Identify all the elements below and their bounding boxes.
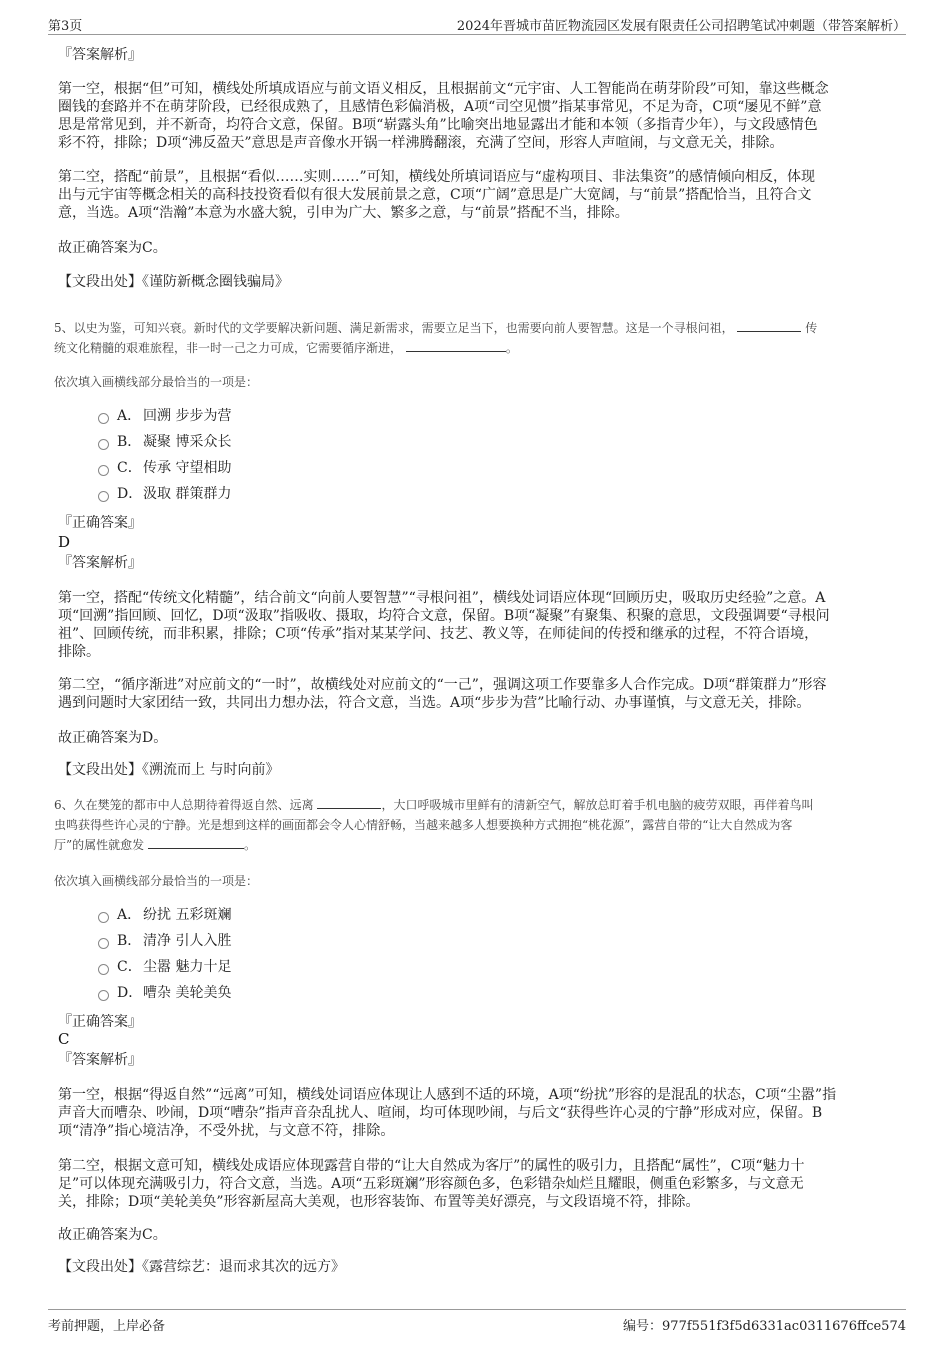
text-line: 足”可以体现充满吸引力，符合文意，当选。A项“五彩斑斓”形容颜色多，色彩错杂灿烂且耀眼，侧重色彩繁多，与文意无 <box>58 1176 804 1192</box>
text-line: 遇到问题时大家团结一致，共同出力想办法，符合文意，当选。A项“步步为营”比喻行动、办事谨慎，与文意无关，排除。 <box>58 695 811 711</box>
option-text: 尘嚣 魅力十足 <box>143 959 232 975</box>
option-text: 凝聚 博采众长 <box>143 434 232 450</box>
radio-button[interactable] <box>98 912 109 923</box>
q6-analysis-para-2 <box>58 1157 805 1211</box>
radio-button[interactable] <box>98 465 109 476</box>
option-text: 清净 引人入胜 <box>143 933 232 949</box>
text-line: 第一空，搭配“传统文化精髓”，结合前文“向前人要智慧”“寻根问祖”，横线处词语应体现“回顾历史，吸取历史经验”之意。A <box>58 590 826 606</box>
radio-button[interactable] <box>98 964 109 975</box>
q5-conclusion: 故正确答案为D。 <box>58 730 168 746</box>
q5-prompt: 依次填入画横线部分最恰当的一项是： <box>54 375 259 389</box>
q6-text-part: ，大口呼吸城市里鲜有的清新空气，解放总盯着手机电脑的疲劳双眼，再伴着鸟叫 <box>381 798 814 812</box>
q6-source: 【文段出处】《露营综艺：退而求其次的远方》 <box>58 1259 345 1275</box>
q5-option-c[interactable] <box>98 458 231 478</box>
q6-option-b[interactable] <box>98 931 231 951</box>
document-title: 2024年晋城市苗匠物流园区发展有限责任公司招聘笔试冲刺题（带答案解析） <box>456 19 906 34</box>
text-line: 排除。 <box>58 644 100 660</box>
text-line: 项“回溯”指回顾、回忆，D项“汲取”指吸收、摄取，均符合文意，保留。B项“凝聚”有聚集、积聚的意思，文段强调要“寻根问 <box>58 608 830 624</box>
option-letter: D． <box>117 985 143 1001</box>
text-line: 项“清净”指心境洁净，不受外扰，与文意不符，排除。 <box>58 1123 395 1139</box>
q5-text-part: 5、以史为鉴，可知兴衰。新时代的文学要解决新问题、满足新需求，需要立足当下，也需要向前人要智慧。这是一个寻根问祖， <box>54 321 734 335</box>
option-letter: C． <box>117 460 142 476</box>
blank-2 <box>148 836 244 849</box>
q6-correct-heading: 『正确答案』 <box>58 1014 142 1030</box>
q5-analysis-heading: 『答案解析』 <box>58 555 142 571</box>
q5-text-part: 统文化精髓的艰难旅程，非一时一己之力可成，它需要循序渐进， <box>54 341 403 355</box>
radio-button[interactable] <box>98 439 109 450</box>
text-line: 第一空，根据“但”可知，横线处所填成语应与前文语义相反，且根据前文“元宇宙、人工智能尚在萌芽阶段”可知，靠这些概念 <box>58 81 829 97</box>
q6-option-c[interactable] <box>98 957 231 977</box>
document-id: 编号：977f551f3f5d6331ac0311676ffce574 <box>623 1319 906 1334</box>
radio-button[interactable] <box>98 491 109 502</box>
blank-1 <box>737 319 801 332</box>
text-line: 出与元宇宙等概念相关的高科技投资看似有很大发展前景之意，C项“广阔”意思是广大宽阔，与“前景”搭配恰当，且符合文 <box>58 187 812 203</box>
radio-button[interactable] <box>98 413 109 424</box>
q6-text-part: 虫鸣获得些许心灵的宁静。光是想到这样的画面都会令人心情舒畅，当越来越多人想要换种方式拥抱“桃花源”，露营自带的“让大自然成为客 <box>54 818 793 832</box>
option-letter: A． <box>117 408 142 424</box>
radio-button[interactable] <box>98 990 109 1001</box>
q6-analysis-para-1 <box>58 1086 836 1140</box>
text-line: 声音大而嘈杂、吵闹，D项“嘈杂”指声音杂乱扰人、喧闹，均可体现吵闹，与后文“获得些许心灵的宁静”形成对应，保留。B <box>58 1105 823 1121</box>
text-line: 第二空，搭配“前景”，且根据“看似……实则……”可知，横线处所填词语应与“虚构项目、非法集资”的感情倾向相反，体现 <box>58 169 815 185</box>
text-line: 第二空，根据文意可知，横线处成语应体现露营自带的“让大自然成为客厅”的属性的吸引力，且搭配“属性”，C项“魅力十 <box>58 1158 805 1174</box>
q5-text-part: 。 <box>505 341 518 355</box>
q6-analysis-heading: 『答案解析』 <box>58 1052 142 1068</box>
q4-analysis-heading: 『答案解析』 <box>58 47 142 63</box>
option-letter: B． <box>117 933 142 949</box>
footer-slogan: 考前押题，上岸必备 <box>48 1319 166 1334</box>
text-line: 祖”、回顾传统，而非积累，排除；C项“传承”指对某某学问、技艺、教义等，在师徒间的传授和继承的过程，不符合语境， <box>58 626 819 642</box>
q5-option-b[interactable] <box>98 432 231 452</box>
q5-answer: D <box>58 533 71 551</box>
option-text: 回溯 步步为营 <box>143 408 232 424</box>
q5-analysis-para-1 <box>58 589 830 661</box>
option-letter: D． <box>117 486 143 502</box>
option-text: 传承 守望相助 <box>143 460 232 476</box>
q6-prompt: 依次填入画横线部分最恰当的一项是： <box>54 874 259 888</box>
q5-analysis-para-2 <box>58 676 826 712</box>
option-letter: B． <box>117 434 142 450</box>
option-text: 纷扰 五彩斑斓 <box>143 907 232 923</box>
text-line: 第二空，“循序渐进”对应前文的“一时”，故横线处对应前文的“一己”，强调这项工作要靠多人合作完成。D项“群策群力”形容 <box>58 677 827 693</box>
q5-source: 【文段出处】《溯流而上 与时向前》 <box>58 762 280 778</box>
q5-option-a[interactable] <box>98 406 231 426</box>
q6-option-a[interactable] <box>98 905 231 925</box>
q5-question-text <box>54 318 899 358</box>
page-number: 第3页 <box>48 19 83 34</box>
q5-option-d[interactable] <box>98 484 231 504</box>
page-header <box>48 12 906 35</box>
blank-2 <box>406 339 506 352</box>
q6-question-text <box>54 795 899 855</box>
option-letter: C． <box>117 959 142 975</box>
q6-text-part: 。 <box>243 838 256 852</box>
q6-conclusion: 故正确答案为C。 <box>58 1227 167 1243</box>
text-line: 意，当选。A项“浩瀚”本意为水盛大貌，引申为广大、繁多之意，与“前景”搭配不当，排除。 <box>58 205 629 221</box>
option-text: 嘈杂 美轮美奂 <box>143 985 232 1001</box>
text-line: 圈钱的套路并不在萌芽阶段，已经很成熟了，且感情色彩偏消极，A项“司空见惯”指某事常见，不足为奇，C项“屡见不鲜”意 <box>58 99 822 115</box>
text-line: 第一空，根据“得返自然”“远离”可知，横线处词语应体现让人感到不适的环境，A项“纷扰”形容的是混乱的状态，C项“尘嚣”指 <box>58 1087 837 1103</box>
q4-analysis-para-1 <box>58 80 829 152</box>
q6-text-part: 厅”的属性就愈发 <box>54 838 145 852</box>
blank-1 <box>317 796 381 809</box>
text-line: 彩不符，排除；D项“沸反盈天”意思是声音像水开锅一样沸腾翻滚，充满了空间，形容人声喧闹，与文意无关，排除。 <box>58 135 784 151</box>
q4-source: 【文段出处】《谨防新概念圈钱骗局》 <box>58 274 289 290</box>
q5-text-part: 传 <box>805 321 818 335</box>
q4-conclusion: 故正确答案为C。 <box>58 240 167 256</box>
q6-text-part: 6、久在樊笼的都市中人总期待着得返自然、远离 <box>54 798 314 812</box>
q6-answer: C <box>58 1030 70 1048</box>
page-footer <box>48 1309 906 1334</box>
option-letter: A． <box>117 907 142 923</box>
q4-analysis-para-2 <box>58 168 815 222</box>
q6-option-d[interactable] <box>98 983 231 1003</box>
radio-button[interactable] <box>98 938 109 949</box>
text-line: 思是常常见到，并不新奇，均符合文意，保留。B项“崭露头角”比喻突出地显露出才能和本领（多指青少年），与文段感情色 <box>58 117 818 133</box>
option-text: 汲取 群策群力 <box>143 486 232 502</box>
q5-correct-heading: 『正确答案』 <box>58 515 142 531</box>
text-line: 关，排除；D项“美轮美奂”形容新屋高大美观，也形容装饰、布置等美好漂亮，与文段语境不符，排除。 <box>58 1194 700 1210</box>
